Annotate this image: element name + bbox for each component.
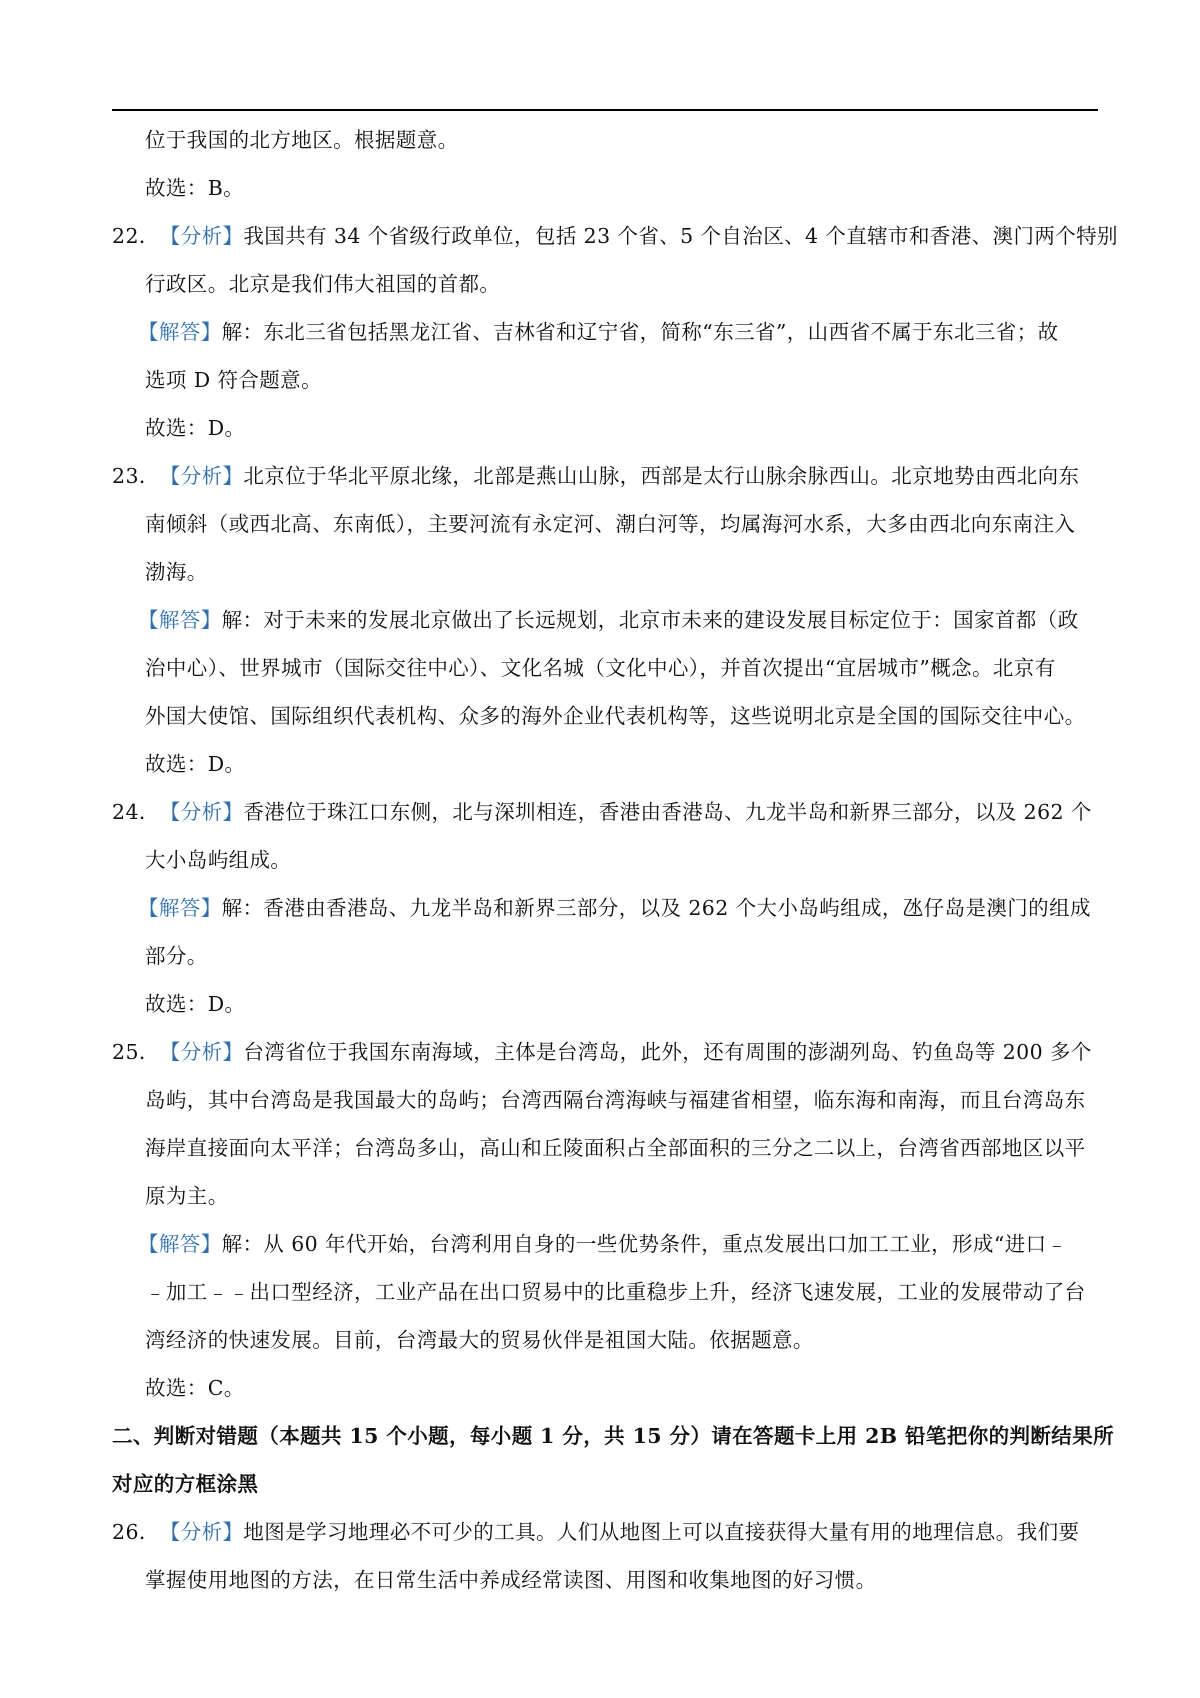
question-25-answer: 【解答】解：从 60 年代开始，台湾利用自身的一些优势条件，重点发展出口加工工业，形成“进口﹣: [138, 1232, 1068, 1256]
text-line: 位于我国的北方地区。根据题意。: [145, 128, 459, 152]
text-line: 岛屿，其中台湾岛是我国最大的岛屿；台湾西隔台湾海峡与福建省相望，临东海和南海，而且台湾岛东: [145, 1088, 1086, 1112]
text-line: ﹣加工﹣﹣出口型经济，工业产品在出口贸易中的比重稳步上升，经济飞速发展，工业的发展带动了台: [145, 1280, 1086, 1304]
text-line: 部分。: [145, 944, 208, 968]
question-number: 25．: [112, 1040, 160, 1064]
text-line: 行政区。北京是我们伟大祖国的首都。: [145, 272, 501, 296]
header-rule: [112, 109, 1098, 111]
analysis-tag: 【分析】: [159, 1040, 244, 1064]
answer-tag: 【解答】: [138, 896, 222, 920]
question-24-analysis: 24．【分析】香港位于珠江口东侧，北与深圳相连，香港由香港岛、九龙半岛和新界三部分，以及 262 个: [112, 800, 1092, 824]
analysis-tag: 【分析】: [159, 464, 244, 488]
answer-tag: 【解答】: [138, 320, 222, 344]
section-heading-cont: 对应的方框涂黑: [112, 1472, 259, 1496]
text-line: 选项 D 符合题意。: [145, 368, 322, 392]
question-22-answer: 【解答】解：东北三省包括黑龙江省、吉林省和辽宁省，简称“东三省”，山西省不属于东北三省；故: [138, 320, 1059, 344]
question-25-analysis: 25．【分析】台湾省位于我国东南海域，主体是台湾岛，此外，还有周围的澎湖列岛、钓鱼岛等 200 多个: [112, 1040, 1092, 1064]
text-line: 故选：D。: [145, 416, 246, 440]
text-line: 渤海。: [145, 560, 208, 584]
question-number: 23．: [112, 464, 160, 488]
text-line: 南倾斜（或西北高、东南低），主要河流有永定河、潮白河等，均属海河水系，大多由西北向东南注入: [145, 512, 1076, 536]
question-number: 26．: [112, 1520, 160, 1544]
text-line: 湾经济的快速发展。目前，台湾最大的贸易伙伴是祖国大陆。依据题意。: [145, 1328, 814, 1352]
section-heading: 二、判断对错题（本题共 15 个小题，每小题 1 分，共 15 分）请在答题卡上用 2B 铅笔把你的判断结果所: [112, 1424, 1115, 1448]
question-26-analysis: 26．【分析】地图是学习地理必不可少的工具。人们从地图上可以直接获得大量有用的地理信息。我们要: [112, 1520, 1080, 1544]
text-line: 治中心）、世界城市（国际交往中心）、文化名城（文化中心），并首次提出“宜居城市”概念。北京有: [145, 656, 1056, 680]
text-line: 原为主。: [145, 1184, 229, 1208]
analysis-tag: 【分析】: [159, 224, 244, 248]
text-line: 海岸直接面向太平洋；台湾岛多山，高山和丘陵面积占全部面积的三分之二以上，台湾省西部地区以平: [145, 1136, 1086, 1160]
question-23-answer: 【解答】解：对于未来的发展北京做出了长远规划，北京市未来的建设发展目标定位于：国家首都（政: [138, 608, 1079, 632]
text-line: 外国大使馆、国际组织代表机构、众多的海外企业代表机构等，这些说明北京是全国的国际交往中心。: [145, 704, 1086, 728]
question-22-analysis: 22．【分析】我国共有 34 个省级行政单位，包括 23 个省、5 个自治区、4 个直辖市和香港、澳门两个特别: [112, 224, 1118, 248]
question-24-answer: 【解答】解：香港由香港岛、九龙半岛和新界三部分，以及 262 个大小岛屿组成，氹仔岛是澳门的组成: [138, 896, 1091, 920]
question-number: 24．: [112, 800, 160, 824]
text-line: 故选：D。: [145, 752, 246, 776]
text-line: 故选：B。: [145, 176, 245, 200]
answer-tag: 【解答】: [138, 608, 222, 632]
question-23-analysis: 23．【分析】北京位于华北平原北缘，北部是燕山山脉，西部是太行山脉余脉西山。北京地势由西北向东: [112, 464, 1080, 488]
analysis-tag: 【分析】: [159, 800, 244, 824]
text-line: 故选：C。: [145, 1376, 245, 1400]
text-line: 大小岛屿组成。: [145, 848, 292, 872]
text-line: 故选：D。: [145, 992, 246, 1016]
text-line: 掌握使用地图的方法，在日常生活中养成经常读图、用图和收集地图的好习惯。: [145, 1568, 877, 1592]
question-number: 22．: [112, 224, 160, 248]
analysis-tag: 【分析】: [159, 1520, 244, 1544]
answer-tag: 【解答】: [138, 1232, 222, 1256]
